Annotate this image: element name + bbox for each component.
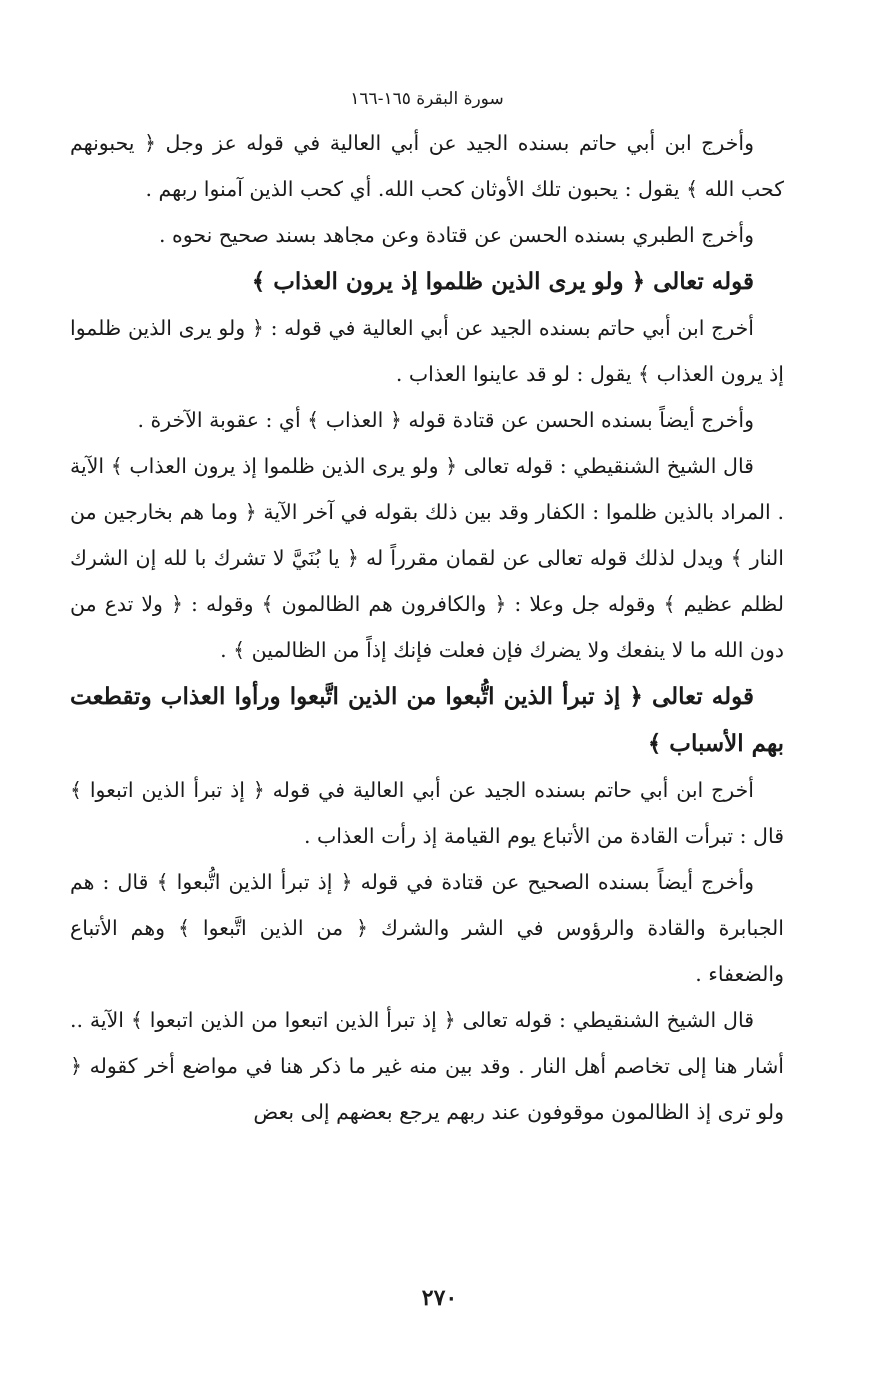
paragraph: أخرج ابن أبي حاتم بسنده الجيد عن أبي العالية في قوله ﴿ إذ تبرأ الذين اتبعوا ﴾ قال : تبرأت القادة من الأتباع يوم القيامة إذ رأت العذاب . xyxy=(70,778,784,848)
paragraph: قال الشيخ الشنقيطي : قوله تعالى ﴿ إذ تبرأ الذين اتبعوا من الذين اتبعوا ﴾ الآية .. أشار هنا إلى تخاصم أهل النار . وقد بين منه غير ما ذكر هنا في مواضع أخر كقوله ﴿ ولو ترى إذ الظالمون موقوفون عند ربهم يرجع بعضهم إلى بعض xyxy=(70,1008,784,1124)
paragraph: وأخرج أيضاً بسنده الصحيح عن قتادة في قوله ﴿ إذ تبرأ الذين اتُّبعوا ﴾ قال : هم الجبابرة والقادة والرؤوس في الشر والشرك ﴿ من الذين اتَّبعوا ﴾ وهم الأتباع والضعفاء . xyxy=(70,870,784,986)
paragraph: وأخرج ابن أبي حاتم بسنده الجيد عن أبي العالية في قوله عز وجل ﴿ يحبونهم كحب الله ﴾ يقول : يحبون تلك الأوثان كحب الله. أي كحب الذين آمنوا ربهم . xyxy=(70,131,784,201)
running-header: سورة البقرة ١٦٥-١٦٦ xyxy=(350,89,504,109)
paragraph: قال الشيخ الشنقيطي : قوله تعالى ﴿ ولو يرى الذين ظلموا إذ يرون العذاب ﴾ الآية . المراد بالذين ظلموا : الكفار وقد بين ذلك بقوله في آخر الآية ﴿ وما هم بخارجين من النار ﴾ ويدل لذلك قوله تعالى عن لقمان مقرراً له ﴿ يا بُنَيَّ لا تشرك با لله إن الشرك لظلم عظيم ﴾ وقوله جل وعلا : ﴿ والكافرون هم الظالمون ﴾ وقوله : ﴿ ولا تدع من دون الله ما لا ينفعك ولا يضرك فإن فعلت فإنك إذاً من الظالمين ﴾ . xyxy=(70,454,784,662)
page-number: ٢٧٠ xyxy=(421,1285,458,1311)
paragraph: أخرج ابن أبي حاتم بسنده الجيد عن أبي العالية في قوله : ﴿ ولو يرى الذين ظلموا إذ يرون العذاب ﴾ يقول : لو قد عاينوا العذاب . xyxy=(70,316,784,386)
section-heading: قوله تعالى ﴿ إذ تبرأ الذين اتُّبعوا من الذين اتَّبعوا ورأوا العذاب وتقطعت بهم الأسباب ﴾ xyxy=(70,683,784,757)
page-content xyxy=(70,120,784,1135)
paragraph: وأخرج أيضاً بسنده الحسن عن قتادة قوله ﴿ العذاب ﴾ أي : عقوبة الآخرة . xyxy=(137,408,754,432)
section-heading: قوله تعالى ﴿ ولو يرى الذين ظلموا إذ يرون العذاب ﴾ xyxy=(251,268,754,295)
document-page xyxy=(70,84,784,1135)
paragraph: وأخرج الطبري بسنده الحسن عن قتادة وعن مجاهد بسند صحيح نحوه . xyxy=(158,223,754,247)
